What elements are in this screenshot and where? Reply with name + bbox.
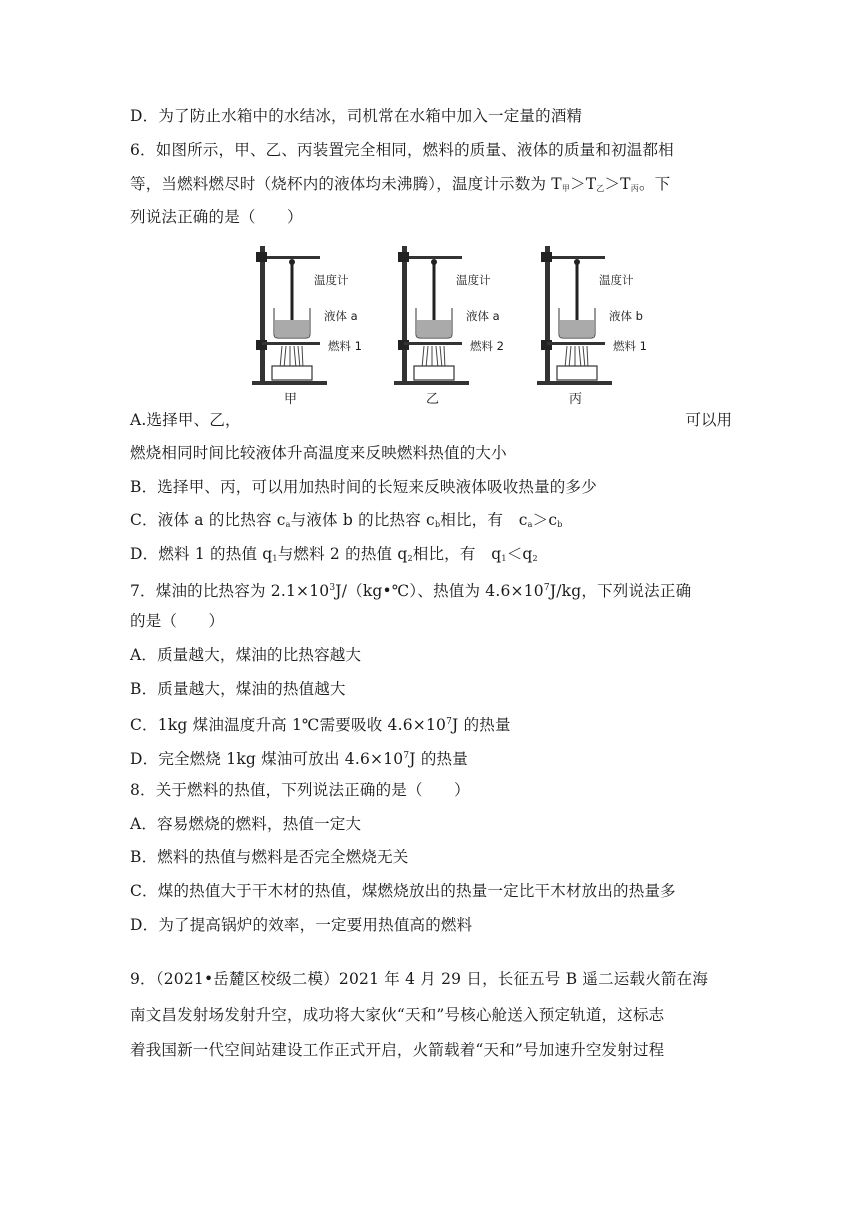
label-fuel: 燃料 1 (328, 339, 362, 353)
apparatus-jia (252, 246, 362, 407)
q7-option-d: D．完全燃烧 1kg 煤油可放出 $4.6\times 10^7J$ 的热量 (130, 750, 468, 768)
label-name: 甲 (284, 392, 298, 407)
q6-option-a: A.选择甲、乙， (130, 411, 241, 429)
q6-option-a-right: 可以用 (685, 411, 732, 429)
q7-option-b: B．质量越大，煤油的热值越大 (130, 680, 346, 698)
q8-stem: 8．关于燃料的热值，下列说法正确的是（ ） (130, 781, 470, 799)
q6-option-a-cont: 燃烧相同时间比较液体升高温度来反映燃料热值的大小 (130, 444, 507, 462)
label-thermometer: 温度计 (456, 273, 491, 287)
q6-stem-line2: 等，当燃料燃尽时（烧杯内的液体均未沸腾），温度计示数为 $T_甲>T_乙>T_丙$。下 (130, 175, 671, 193)
label-liquid: 液体 a (324, 309, 358, 323)
label-thermometer: 温度计 (314, 273, 349, 287)
label-liquid: 液体 b (609, 309, 643, 323)
q6-stem-line3: 列说法正确的是（ ） (130, 208, 303, 226)
q6-stem-line1: 6．如图所示，甲、乙、丙装置完全相同，燃料的质量、液体的质量和初温都相 (130, 141, 674, 159)
q6-option-c: C．液体 a 的比热容 $c_a$与液体 b 的比热容 $c_b$相比，有 $c_a>c_b$ (130, 511, 563, 529)
experiment-figure (250, 238, 647, 410)
q9-stem-line2: 南文昌发射场发射升空，成功将大家伙“天和”号核心舱送入预定轨道，这标志 (130, 1006, 665, 1024)
q7-option-c: C．1kg 煤油温度升高 1℃需要吸收 $4.6\times 10^7J$ 的热量 (130, 716, 511, 734)
apparatus-bing (537, 246, 647, 407)
q8-option-c: C．煤的热值大于干木材的热值，煤燃烧放出的热量一定比干木材放出的热量多 (130, 882, 676, 900)
q7-stem-line1: 7．煤油的比热容为 $2.1\times 10^3J/(kg•℃)$、热值为 $4.6\times 10^7J/kg$，下列说法正确 (130, 582, 692, 600)
q7-option-a: A．质量越大，煤油的比热容越大 (130, 646, 362, 664)
q8-option-a: A．容易燃烧的燃料，热值一定大 (130, 815, 362, 833)
q7-stem-line2: 的是（ ） (130, 612, 225, 630)
q5-option-d: D．为了防止水箱中的水结冰，司机常在水箱中加入一定量的酒精 (130, 107, 583, 125)
label-name: 乙 (426, 392, 440, 407)
label-fuel: 燃料 2 (470, 339, 504, 353)
q6-option-b: B．选择甲、丙，可以用加热时间的长短来反映液体吸收热量的多少 (130, 478, 597, 496)
label-thermometer: 温度计 (599, 273, 634, 287)
label-name: 丙 (569, 392, 583, 407)
q9-stem-line3: 着我国新一代空间站建设工作正式开启，火箭载着“天和”号加速升空发射过程 (130, 1041, 665, 1059)
q6-option-d: D．燃料 1 的热值 $q_1$与燃料 2 的热值 $q_2$相比，有 $q_1<q_2$ (130, 545, 538, 563)
label-liquid: 液体 a (466, 309, 500, 323)
apparatus-yi (394, 246, 504, 407)
q9-stem-line1: 9．（2021•岳麓区校级二模）2021 年 4 月 29 日，长征五号 B 遥二运载火箭在海 (130, 970, 709, 988)
label-fuel: 燃料 1 (613, 339, 647, 353)
q8-option-d: D．为了提高锅炉的效率，一定要用热值高的燃料 (130, 916, 473, 934)
q8-option-b: B．燃料的热值与燃料是否完全燃烧无关 (130, 848, 409, 866)
